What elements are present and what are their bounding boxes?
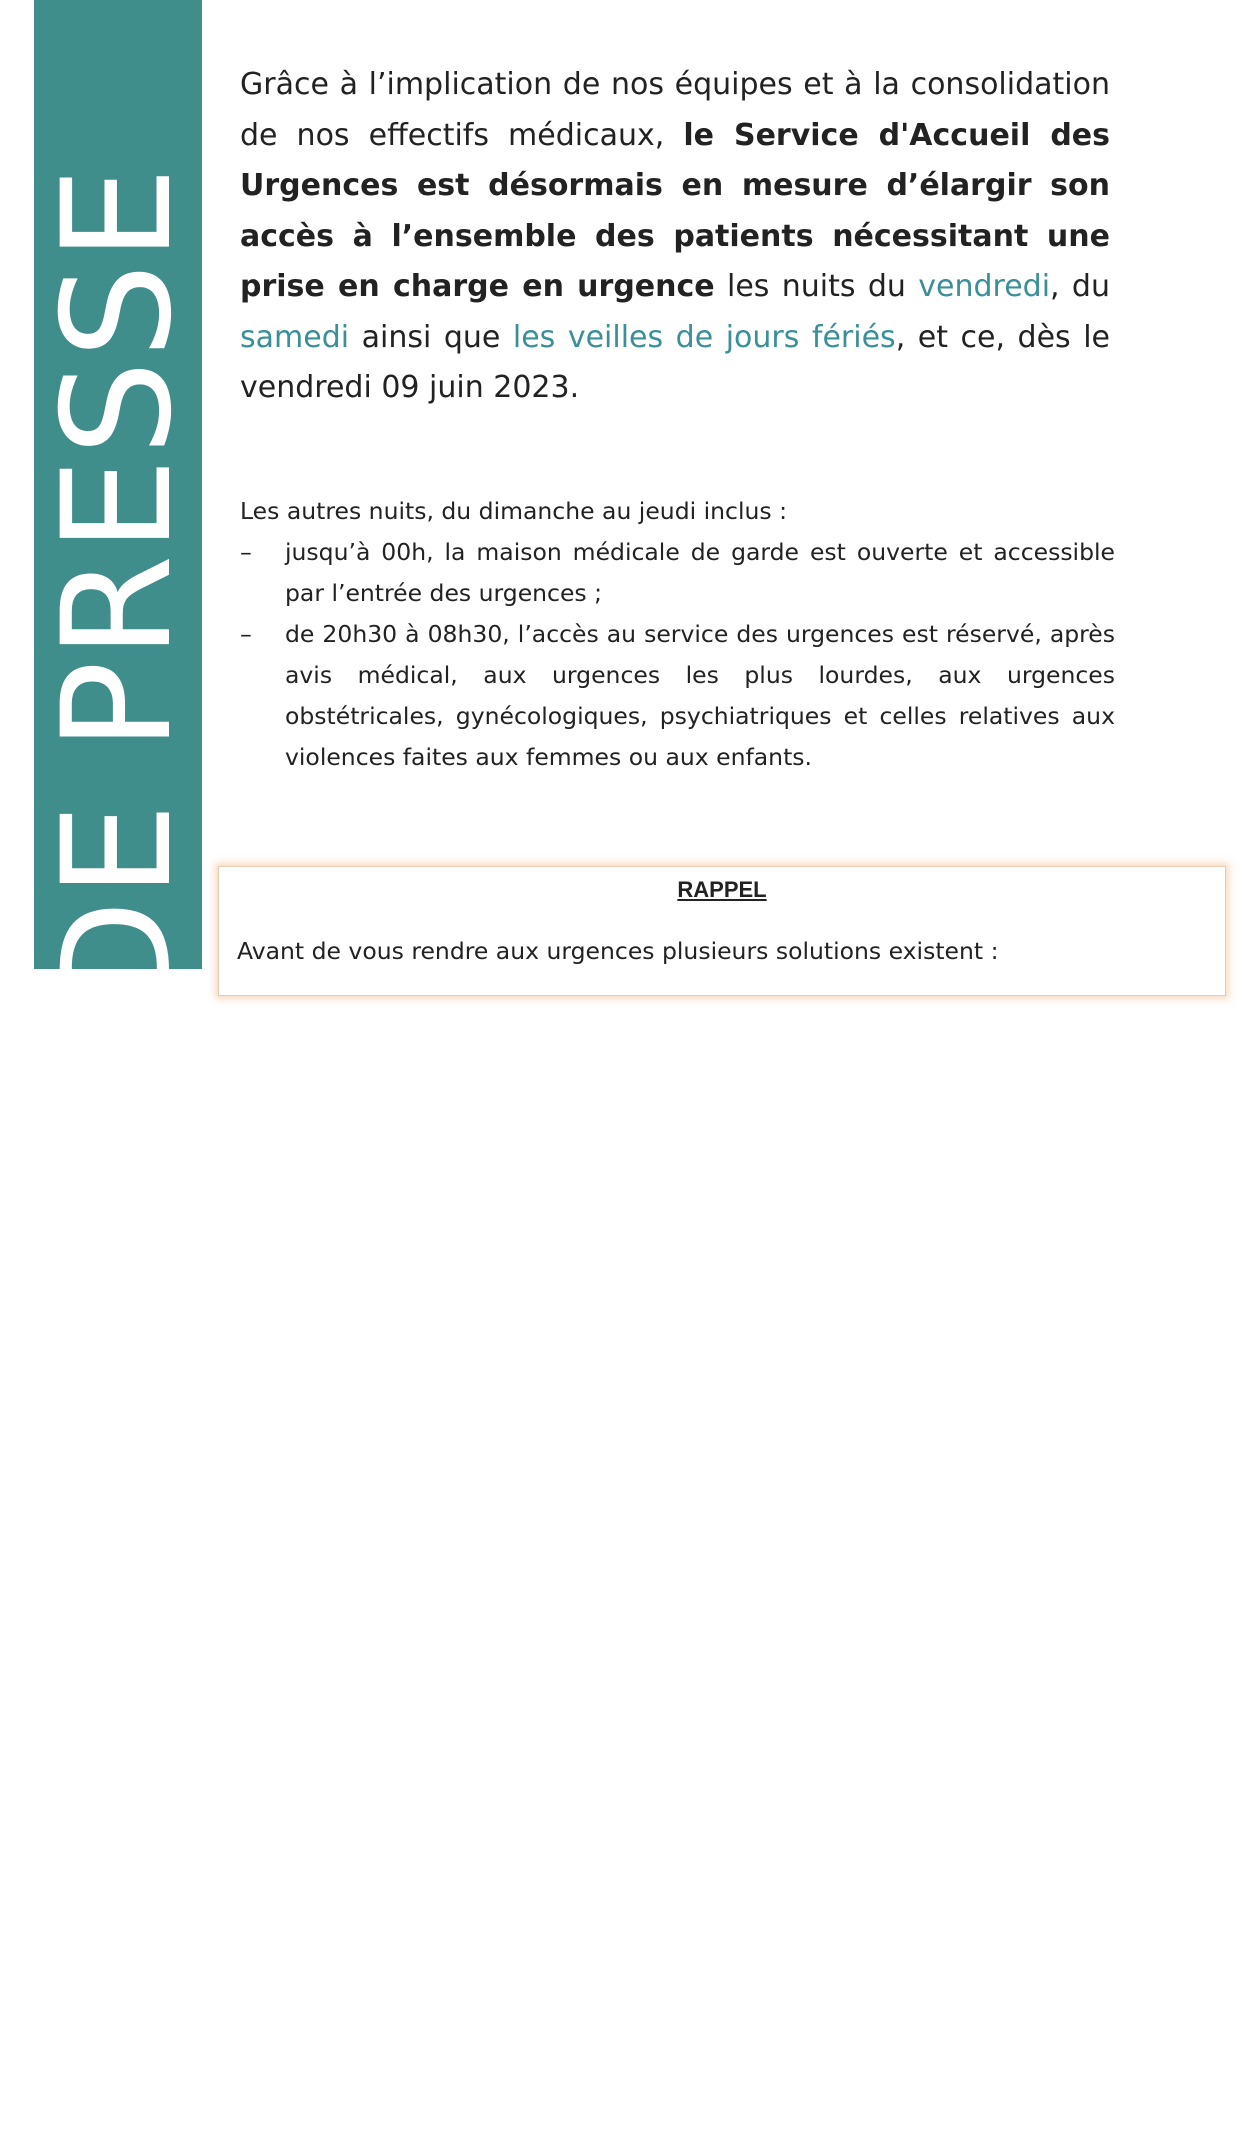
lead-text: les nuits du (714, 269, 919, 304)
list-dash: – (240, 620, 252, 648)
lead-text: , du (1050, 269, 1110, 304)
rappel-intro: Avant de vous rendre aux urgences plusieurs solutions existent : (237, 937, 999, 965)
list-item (240, 532, 1115, 614)
side-banner (31, 0, 205, 2155)
rappel-title: RAPPEL (677, 877, 767, 902)
list-item-text: jusqu’à 00h, la maison médicale de garde est ouverte et accessible par l’entrée des urgences ; (285, 538, 1115, 607)
list-item (240, 614, 1115, 778)
list-dash: – (240, 538, 252, 566)
lead-text: , et ce, dès le vendredi 09 juin 2023. (240, 319, 1111, 405)
list-item-text: de 20h30 à 08h30, l’accès au service des urgences est réservé, après avis médical, aux urgences les plus lourdes, aux urgences obstétricales, gynécologiques, psychiatriques et celles relatives aux violences faites aux femmes ou aux enfants. (285, 620, 1115, 771)
rappel-box (218, 866, 1226, 996)
other-nights-intro: Les autres nuits, du dimanche au jeudi inclus : (240, 497, 788, 525)
side-banner-title: COMMUNIQUE DE PRESSE (31, 164, 205, 2155)
lead-text: ainsi que (349, 319, 513, 355)
lead-text: Grâce à l’implication de nos équipes et à la consolidation de nos effectifs médicaux, (240, 67, 1110, 153)
highlight-saturday: samedi (240, 319, 350, 355)
other-nights-list (240, 532, 1115, 778)
highlight-friday: vendredi (918, 269, 1051, 304)
lead-bold-text: le Service d'Accueil des Urgences est désormais en mesure d’élargir son accès à l’ensemble des patients nécessitant une prise en charge en urgence (240, 117, 1111, 304)
lead-paragraph (240, 60, 1110, 414)
highlight-holiday-eves: les veilles de jours fériés (512, 319, 896, 355)
